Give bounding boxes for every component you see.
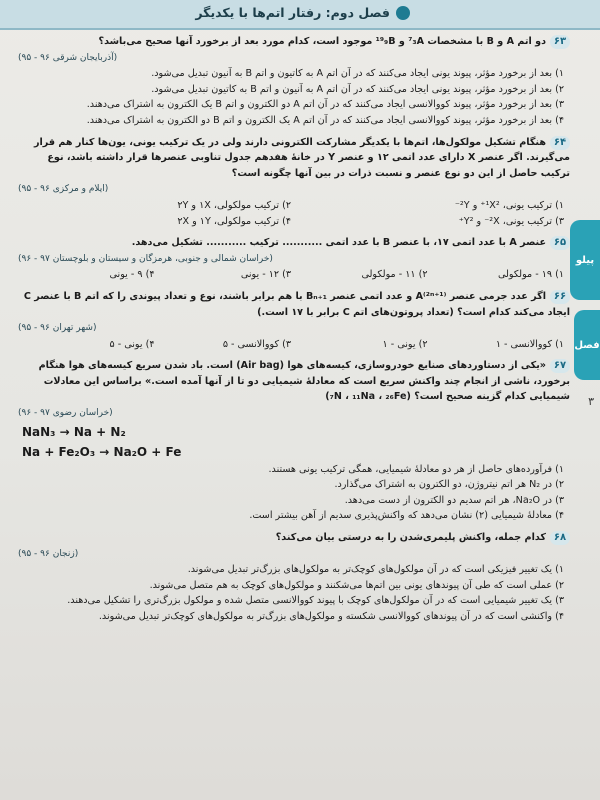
question-68 — [18, 530, 570, 625]
page-header — [0, 0, 600, 30]
equation-2: Na + Fe₂O₃ → Na₂O + Fe — [22, 444, 182, 459]
question-stem: کدام جمله، واکنش پلیمری‌شدن را به درستی بیان می‌کند؟ — [275, 532, 546, 544]
questions-area — [18, 34, 570, 631]
question-number: ۶۵ — [550, 236, 570, 250]
chapter-tab-label: فصل — [574, 339, 600, 351]
option-1: ۱) کووالانسی - ۱ — [495, 338, 564, 350]
option-3: ۳) یک تغییر شیمیایی است که در آن مولکول‌های کوچک با پیوند کووالانسی متصل شده و مولکول بزرگ‌تری را تشکیل می‌دهند. — [67, 595, 564, 607]
option-1: ۱) بعد از برخورد مؤثر، پیوند یونی ایجاد می‌کنند که در آن اتم A به کاتیون و اتم B به آنیون تبدیل می‌شود. — [151, 68, 564, 80]
page-number: ۳ — [588, 395, 594, 408]
option-2: ۲) در N₂ هر اتم نیتروژن، دو الکترون به اشتراک می‌گذارد. — [334, 479, 564, 491]
option-3: ۳) در Na₂O، هر اتم سدیم دو الکترون از دست می‌دهد. — [344, 494, 564, 506]
question-source: (شهر تهران ۹۶ - ۹۵) — [18, 323, 97, 334]
question-stem: هنگام تشکیل مولکول‌ها، اتم‌ها با یکدیگر مشارکت الکترونی دارند ولی در یک ترکیب یونی، یون‌ها کنار هم قرار می‌گیرند. اگر عنصر X دارای عدد اتمی ۱۲ و عنصر Y در خانهٔ هفدهم جدول تناوبی عنصرها قرار داشته باشد، نوع ترکیب حاصل از این دو نوع عنصر و نسبت ذرات در بین آنها چگونه است؟ — [33, 136, 570, 179]
chapter-title: فصل دوم: رفتار اتم‌ها با یکدیگر — [195, 5, 390, 20]
question-number: ۶۶ — [550, 290, 570, 304]
option-3: ۳) ۱۲ - یونی — [240, 269, 291, 281]
publisher-side-tab — [570, 220, 600, 300]
option-2: ۲) یونی - ۱ — [382, 338, 428, 350]
option-4: ۴) یونی - ۵ — [109, 338, 155, 350]
option-2: ۲) ۱۱ - مولکولی — [361, 269, 428, 281]
question-stem: اگر عدد جرمی عنصر A⁽²ⁿ⁺¹⁾ و عدد اتمی عنصر Bₙ₊₁ با هم برابر باشند، نوع و تعداد پیوندی را که اتم B با عنصر C ایجاد می‌کند کدام است؟ (تعداد پروتون‌های اتم C برابر با ۱۷ است.) — [23, 290, 570, 318]
question-stem: دو اتم A و B با مشخصات ⁷₃A و ¹⁹₉B موجود است، کدام مورد بعد از برخورد آنها صحیح می‌باشد؟ — [98, 36, 546, 47]
question-stem: عنصر A با عدد اتمی ۱۷، با عنصر B با عدد اتمی ........... ترکیب ........... تشکیل می‌دهد. — [131, 237, 546, 249]
question-source: (زنجان ۹۶ - ۹۵) — [18, 548, 79, 559]
option-4: ۴) بعد از برخورد مؤثر، پیوند کووالانسی ایجاد می‌کنند که در آن اتم A یک الکترون و اتم B دو الکترون به اشتراک می‌دهند. — [86, 114, 564, 126]
question-67 — [18, 358, 570, 524]
question-source: (خراسان رضوی ۹۷ - ۹۶) — [18, 408, 113, 419]
option-1: ۱) فرآورده‌های حاصل از هر دو معادلهٔ شیمیایی، همگی ترکیب یونی هستند. — [268, 463, 564, 475]
question-number: ۶۷ — [550, 359, 570, 373]
question-number: ۶۸ — [550, 531, 570, 545]
option-2: ۲) ترکیب مولکولی، ۱X و ۲Y — [177, 199, 291, 211]
question-number: ۶۳ — [550, 35, 570, 49]
publisher-brand: پیلو — [575, 254, 595, 266]
option-1: ۱) ترکیب یونی، ¹X²⁺ و ²Y⁻ — [454, 199, 564, 211]
option-2: ۲) بعد از برخورد مؤثر، پیوند یونی ایجاد می‌کنند که در آن اتم A به آنیون و اتم B به کاتیون تبدیل می‌شود. — [151, 83, 564, 95]
option-1: ۱) ۱۹ - مولکولی — [497, 269, 564, 281]
question-number: ۶۴ — [550, 136, 570, 150]
question-source: (آذربایجان شرقی ۹۶ - ۹۵) — [18, 52, 118, 63]
option-4: ۴) معادلهٔ شیمیایی (۲) نشان می‌دهد که واکنش‌پذیری سدیم از آهن بیشتر است. — [249, 510, 564, 522]
question-stem: «یکی از دستاوردهای صنایع خودروسازی، کیسه‌های هوا (Air bag) است. باد شدن سریع کیسه‌های هوا هنگام برخورد، ناشی از انجام چند واکنش سریع است که معادلهٔ شیمیایی دو تا از آنها آمده است.» براساس این معادلات شیمیایی کدام گزینه صحیح است؟ (₇N ، ₁₁Na ، ₂₆Fe) — [38, 360, 570, 403]
question-65 — [18, 235, 570, 283]
option-2: ۲) عملی است که طی آن پیوندهای یونی بین اتم‌ها می‌شکنند و مولکول‌های کوچک به هم متصل می‌شوند. — [149, 579, 564, 591]
option-4: ۴) واکنشی است که در آن پیوندهای کووالانسی شکسته و مولکول‌های بزرگ‌تر به مولکول‌های کوچک‌تر تبدیل می‌شوند. — [98, 611, 564, 622]
option-4: ۴) ترکیب مولکولی، ۱Y و ۲X — [177, 215, 291, 227]
header-marker-icon — [396, 6, 410, 20]
option-3: ۳) کووالانسی - ۵ — [222, 338, 291, 350]
question-source: (ایلام و مرکزی ۹۶ - ۹۵) — [18, 184, 109, 195]
question-source: (خراسان شمالی و جنوبی، هرمزگان و سیستان و بلوچستان ۹۷ - ۹۶) — [18, 253, 273, 264]
option-3: ۳) بعد از برخورد مؤثر، پیوند کووالانسی ایجاد می‌کنند که در آن اتم A دو الکترون و اتم B یک الکترون به اشتراک می‌دهند. — [86, 99, 564, 111]
chapter-side-tab — [574, 310, 600, 380]
option-1: ۱) یک تغییر فیزیکی است که در آن مولکول‌های کوچک‌تر به مولکول‌های بزرگ‌تر تبدیل می‌شوند. — [187, 564, 564, 576]
question-63 — [18, 34, 570, 129]
equation-1: NaN₃ → Na + N₂ — [22, 424, 126, 439]
question-64 — [18, 135, 570, 230]
option-3: ۳) ترکیب یونی، ²X⁻ و Y²⁺ — [458, 215, 564, 227]
question-66 — [18, 289, 570, 352]
option-4: ۴) ۹ - یونی — [109, 269, 155, 281]
